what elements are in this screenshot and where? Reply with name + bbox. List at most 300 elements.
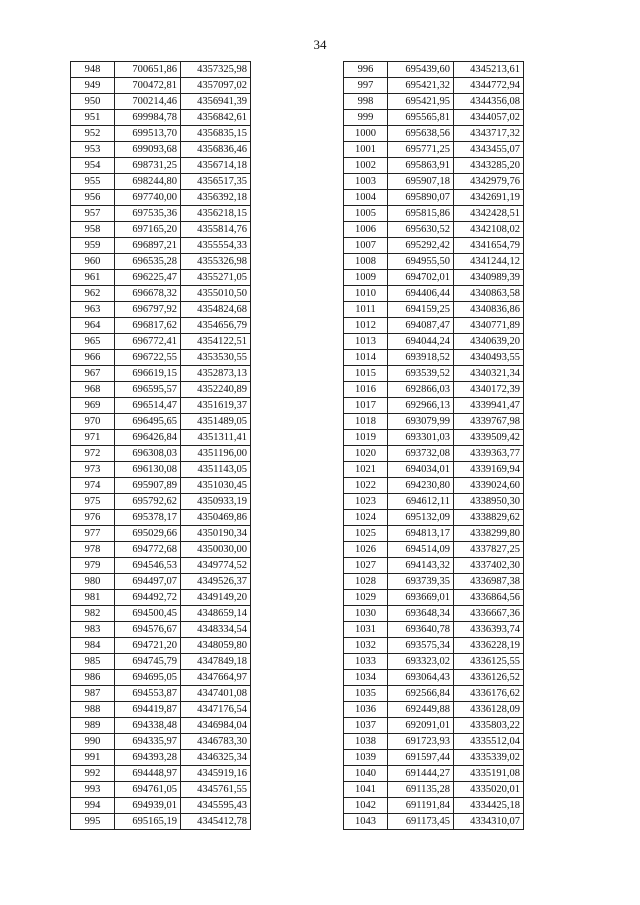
point-number: 974 <box>71 478 115 494</box>
coordinate-x: 693669,01 <box>388 590 454 606</box>
table-row <box>344 526 524 542</box>
table-row <box>71 414 251 430</box>
coordinate-x: 696797,92 <box>115 302 181 318</box>
coordinate-y: 4343285,20 <box>454 158 524 174</box>
point-number: 987 <box>71 686 115 702</box>
table-row <box>71 110 251 126</box>
coordinate-x: 691444,27 <box>388 766 454 782</box>
coordinate-x: 692966,13 <box>388 398 454 414</box>
coordinate-y: 4355271,05 <box>181 270 251 286</box>
coordinate-x: 693739,35 <box>388 574 454 590</box>
table-row <box>71 606 251 622</box>
coordinate-x: 698244,80 <box>115 174 181 190</box>
point-number: 1018 <box>344 414 388 430</box>
coordinate-x: 696817,62 <box>115 318 181 334</box>
coordinate-x: 693640,78 <box>388 622 454 638</box>
point-number: 1029 <box>344 590 388 606</box>
point-number: 999 <box>344 110 388 126</box>
coordinate-y: 4351030,45 <box>181 478 251 494</box>
coordinate-x: 694034,01 <box>388 462 454 478</box>
point-number: 954 <box>71 158 115 174</box>
point-number: 1036 <box>344 702 388 718</box>
table-row <box>71 334 251 350</box>
coordinate-y: 4356836,46 <box>181 142 251 158</box>
table-row <box>344 478 524 494</box>
coordinate-y: 4340639,20 <box>454 334 524 350</box>
table-row <box>71 798 251 814</box>
table-row <box>71 814 251 830</box>
point-number: 1024 <box>344 510 388 526</box>
coordinate-y: 4348334,54 <box>181 622 251 638</box>
coordinate-x: 694500,45 <box>115 606 181 622</box>
point-number: 1005 <box>344 206 388 222</box>
coordinate-x: 691191,84 <box>388 798 454 814</box>
coordinate-y: 4339024,60 <box>454 478 524 494</box>
table-row <box>71 478 251 494</box>
coordinate-y: 4347401,08 <box>181 686 251 702</box>
coordinate-y: 4342428,51 <box>454 206 524 222</box>
coordinate-x: 699984,78 <box>115 110 181 126</box>
coordinate-x: 691173,45 <box>388 814 454 830</box>
coordinate-x: 693079,99 <box>388 414 454 430</box>
point-number: 972 <box>71 446 115 462</box>
table-row <box>344 654 524 670</box>
coordinate-y: 4354122,51 <box>181 334 251 350</box>
point-number: 973 <box>71 462 115 478</box>
point-number: 1014 <box>344 350 388 366</box>
coordinate-x: 693323,02 <box>388 654 454 670</box>
coordinate-y: 4351311,41 <box>181 430 251 446</box>
coordinate-x: 695907,89 <box>115 478 181 494</box>
coordinate-y: 4336125,55 <box>454 654 524 670</box>
table-row <box>344 270 524 286</box>
point-number: 1042 <box>344 798 388 814</box>
coordinate-y: 4336128,09 <box>454 702 524 718</box>
table-row <box>71 686 251 702</box>
point-number: 990 <box>71 734 115 750</box>
coordinate-y: 4349774,52 <box>181 558 251 574</box>
coordinate-x: 694087,47 <box>388 318 454 334</box>
table-row <box>71 462 251 478</box>
coordinate-y: 4339941,47 <box>454 398 524 414</box>
point-number: 1013 <box>344 334 388 350</box>
coordinate-x: 691597,44 <box>388 750 454 766</box>
table-row <box>344 734 524 750</box>
coordinate-x: 694702,01 <box>388 270 454 286</box>
point-number: 958 <box>71 222 115 238</box>
table-row <box>344 334 524 350</box>
table-row <box>344 366 524 382</box>
table-row <box>71 718 251 734</box>
coordinate-y: 4356218,15 <box>181 206 251 222</box>
coordinate-x: 694335,97 <box>115 734 181 750</box>
coordinate-y: 4340493,55 <box>454 350 524 366</box>
table-row <box>344 398 524 414</box>
coordinate-y: 4348659,14 <box>181 606 251 622</box>
coordinate-x: 694612,11 <box>388 494 454 510</box>
coordinate-x: 696130,08 <box>115 462 181 478</box>
coordinate-x: 697535,36 <box>115 206 181 222</box>
table-row <box>344 238 524 254</box>
coordinate-x: 692866,03 <box>388 382 454 398</box>
table-row <box>344 750 524 766</box>
coordinate-x: 692449,88 <box>388 702 454 718</box>
table-row <box>71 206 251 222</box>
point-number: 966 <box>71 350 115 366</box>
coordinate-x: 694761,05 <box>115 782 181 798</box>
point-number: 1021 <box>344 462 388 478</box>
coordinate-x: 694159,25 <box>388 302 454 318</box>
coordinate-y: 4335020,01 <box>454 782 524 798</box>
table-row <box>71 174 251 190</box>
point-number: 980 <box>71 574 115 590</box>
table-row <box>344 622 524 638</box>
coordinate-y: 4336228,19 <box>454 638 524 654</box>
table-row <box>71 190 251 206</box>
table-row <box>71 446 251 462</box>
point-number: 957 <box>71 206 115 222</box>
point-number: 1006 <box>344 222 388 238</box>
coordinate-y: 4356842,61 <box>181 110 251 126</box>
coordinate-x: 696772,41 <box>115 334 181 350</box>
point-number: 982 <box>71 606 115 622</box>
table-row <box>71 142 251 158</box>
table-row <box>71 638 251 654</box>
coordinate-y: 4351196,00 <box>181 446 251 462</box>
point-number: 984 <box>71 638 115 654</box>
point-number: 1009 <box>344 270 388 286</box>
point-number: 1001 <box>344 142 388 158</box>
coordinate-x: 693301,03 <box>388 430 454 446</box>
coordinate-y: 4357325,98 <box>181 62 251 78</box>
coordinate-y: 4336987,38 <box>454 574 524 590</box>
point-number: 994 <box>71 798 115 814</box>
point-number: 1000 <box>344 126 388 142</box>
coordinate-x: 693732,08 <box>388 446 454 462</box>
table-row <box>344 462 524 478</box>
table-row <box>344 670 524 686</box>
table-row <box>344 446 524 462</box>
table-row <box>71 302 251 318</box>
table-row <box>71 766 251 782</box>
coordinate-y: 4345412,78 <box>181 814 251 830</box>
point-number: 1012 <box>344 318 388 334</box>
table-row <box>344 766 524 782</box>
coordinate-x: 691723,93 <box>388 734 454 750</box>
point-number: 1023 <box>344 494 388 510</box>
coordinate-y: 4353530,55 <box>181 350 251 366</box>
point-number: 968 <box>71 382 115 398</box>
coordinate-y: 4351489,05 <box>181 414 251 430</box>
table-row <box>344 686 524 702</box>
coordinate-y: 4349526,37 <box>181 574 251 590</box>
coordinate-x: 694419,87 <box>115 702 181 718</box>
table-row <box>344 558 524 574</box>
point-number: 1011 <box>344 302 388 318</box>
table-row <box>344 574 524 590</box>
table-row <box>344 254 524 270</box>
point-number: 996 <box>344 62 388 78</box>
table-row <box>344 702 524 718</box>
coordinate-x: 696495,65 <box>115 414 181 430</box>
point-number: 1025 <box>344 526 388 542</box>
coordinate-y: 4336864,56 <box>454 590 524 606</box>
coordinate-x: 693648,34 <box>388 606 454 622</box>
point-number: 1017 <box>344 398 388 414</box>
coordinate-y: 4336126,52 <box>454 670 524 686</box>
coordinate-x: 697165,20 <box>115 222 181 238</box>
table-row <box>344 302 524 318</box>
table-row <box>344 606 524 622</box>
coordinate-y: 4356714,18 <box>181 158 251 174</box>
table-row <box>71 398 251 414</box>
coordinate-y: 4355010,50 <box>181 286 251 302</box>
coordinate-x: 698731,25 <box>115 158 181 174</box>
point-number: 959 <box>71 238 115 254</box>
point-number: 952 <box>71 126 115 142</box>
table-row <box>344 414 524 430</box>
table-row <box>344 286 524 302</box>
coordinate-y: 4340771,89 <box>454 318 524 334</box>
point-number: 948 <box>71 62 115 78</box>
table-row <box>344 62 524 78</box>
coordinate-y: 4350190,34 <box>181 526 251 542</box>
coordinate-x: 694492,72 <box>115 590 181 606</box>
coordinate-x: 693539,52 <box>388 366 454 382</box>
point-number: 998 <box>344 94 388 110</box>
point-number: 1027 <box>344 558 388 574</box>
point-number: 1037 <box>344 718 388 734</box>
table-row <box>71 382 251 398</box>
table-row <box>71 494 251 510</box>
coordinate-y: 4337827,25 <box>454 542 524 558</box>
point-number: 991 <box>71 750 115 766</box>
point-number: 1032 <box>344 638 388 654</box>
point-number: 961 <box>71 270 115 286</box>
coordinate-y: 4347849,18 <box>181 654 251 670</box>
coordinate-x: 696897,21 <box>115 238 181 254</box>
point-number: 1033 <box>344 654 388 670</box>
coordinate-x: 695029,66 <box>115 526 181 542</box>
coordinate-x: 695165,19 <box>115 814 181 830</box>
coordinate-y: 4347664,97 <box>181 670 251 686</box>
table-row <box>344 94 524 110</box>
coordinate-y: 4339169,94 <box>454 462 524 478</box>
coordinate-y: 4345761,55 <box>181 782 251 798</box>
coordinate-y: 4354824,68 <box>181 302 251 318</box>
coordinate-x: 694553,87 <box>115 686 181 702</box>
point-number: 997 <box>344 78 388 94</box>
coordinate-y: 4343455,07 <box>454 142 524 158</box>
point-number: 975 <box>71 494 115 510</box>
coordinate-x: 699093,68 <box>115 142 181 158</box>
coordinate-x: 695292,42 <box>388 238 454 254</box>
coordinate-y: 4342691,19 <box>454 190 524 206</box>
coordinates-table-right <box>343 61 524 830</box>
point-number: 1003 <box>344 174 388 190</box>
point-number: 989 <box>71 718 115 734</box>
point-number: 949 <box>71 78 115 94</box>
coordinate-y: 4343717,32 <box>454 126 524 142</box>
table-row <box>71 78 251 94</box>
table-row <box>344 782 524 798</box>
coordinate-y: 4352240,89 <box>181 382 251 398</box>
table-row <box>71 654 251 670</box>
table-row <box>344 814 524 830</box>
point-number: 963 <box>71 302 115 318</box>
point-number: 1030 <box>344 606 388 622</box>
point-number: 1031 <box>344 622 388 638</box>
point-number: 986 <box>71 670 115 686</box>
coordinate-x: 695630,52 <box>388 222 454 238</box>
coordinate-x: 694514,09 <box>388 542 454 558</box>
coordinate-x: 695863,91 <box>388 158 454 174</box>
coordinate-x: 695771,25 <box>388 142 454 158</box>
table-row <box>71 526 251 542</box>
point-number: 1010 <box>344 286 388 302</box>
point-number: 976 <box>71 510 115 526</box>
coordinate-x: 695792,62 <box>115 494 181 510</box>
coordinate-y: 4338829,62 <box>454 510 524 526</box>
coordinate-y: 4342108,02 <box>454 222 524 238</box>
point-number: 988 <box>71 702 115 718</box>
point-number: 1038 <box>344 734 388 750</box>
coordinate-x: 695421,32 <box>388 78 454 94</box>
point-number: 1002 <box>344 158 388 174</box>
coordinate-x: 695439,60 <box>388 62 454 78</box>
coordinate-x: 696308,03 <box>115 446 181 462</box>
point-number: 1026 <box>344 542 388 558</box>
coordinate-y: 4334425,18 <box>454 798 524 814</box>
table-row <box>71 222 251 238</box>
table-row <box>71 286 251 302</box>
point-number: 979 <box>71 558 115 574</box>
coordinate-y: 4352873,13 <box>181 366 251 382</box>
table-row <box>71 350 251 366</box>
table-row <box>71 270 251 286</box>
coordinate-y: 4336393,74 <box>454 622 524 638</box>
coordinate-y: 4344356,08 <box>454 94 524 110</box>
coordinate-y: 4335191,08 <box>454 766 524 782</box>
coordinate-x: 696426,84 <box>115 430 181 446</box>
coordinate-y: 4338950,30 <box>454 494 524 510</box>
point-number: 1043 <box>344 814 388 830</box>
coordinate-x: 692566,84 <box>388 686 454 702</box>
table-row <box>71 782 251 798</box>
coordinate-x: 696514,47 <box>115 398 181 414</box>
coordinate-y: 4348059,80 <box>181 638 251 654</box>
coordinate-x: 696678,32 <box>115 286 181 302</box>
coordinate-y: 4336176,62 <box>454 686 524 702</box>
coordinate-y: 4340172,39 <box>454 382 524 398</box>
point-number: 1035 <box>344 686 388 702</box>
coordinate-x: 694721,20 <box>115 638 181 654</box>
coordinate-y: 4335803,22 <box>454 718 524 734</box>
table-row <box>71 94 251 110</box>
table-row <box>344 510 524 526</box>
coordinate-x: 694576,67 <box>115 622 181 638</box>
coordinate-x: 694497,07 <box>115 574 181 590</box>
point-number: 978 <box>71 542 115 558</box>
coordinate-x: 694745,79 <box>115 654 181 670</box>
table-row <box>344 206 524 222</box>
point-number: 983 <box>71 622 115 638</box>
coordinate-x: 695132,09 <box>388 510 454 526</box>
point-number: 960 <box>71 254 115 270</box>
point-number: 970 <box>71 414 115 430</box>
point-number: 993 <box>71 782 115 798</box>
point-number: 956 <box>71 190 115 206</box>
coordinate-y: 4339509,42 <box>454 430 524 446</box>
table-row <box>71 750 251 766</box>
coordinate-y: 4350469,86 <box>181 510 251 526</box>
coordinate-y: 4356835,15 <box>181 126 251 142</box>
point-number: 1016 <box>344 382 388 398</box>
coordinate-y: 4355814,76 <box>181 222 251 238</box>
table-row <box>71 574 251 590</box>
table-row <box>344 590 524 606</box>
point-number: 965 <box>71 334 115 350</box>
coordinate-y: 4340863,58 <box>454 286 524 302</box>
point-number: 995 <box>71 814 115 830</box>
coordinate-y: 4346325,34 <box>181 750 251 766</box>
coordinate-x: 696535,28 <box>115 254 181 270</box>
coordinate-x: 695815,86 <box>388 206 454 222</box>
coordinate-x: 695378,17 <box>115 510 181 526</box>
table-row <box>71 318 251 334</box>
coordinate-y: 4334310,07 <box>454 814 524 830</box>
page-number: 34 <box>313 37 327 52</box>
table-row <box>71 542 251 558</box>
table-row <box>344 718 524 734</box>
point-number: 977 <box>71 526 115 542</box>
point-number: 951 <box>71 110 115 126</box>
coordinate-y: 4345595,43 <box>181 798 251 814</box>
coordinate-y: 4339363,77 <box>454 446 524 462</box>
coordinate-x: 694338,48 <box>115 718 181 734</box>
coordinate-x: 700472,81 <box>115 78 181 94</box>
point-number: 950 <box>71 94 115 110</box>
coordinate-x: 691135,28 <box>388 782 454 798</box>
point-number: 1015 <box>344 366 388 382</box>
coordinate-x: 693575,34 <box>388 638 454 654</box>
coordinate-y: 4347176,54 <box>181 702 251 718</box>
point-number: 955 <box>71 174 115 190</box>
coordinate-y: 4357097,02 <box>181 78 251 94</box>
table-row <box>71 510 251 526</box>
table-row <box>71 238 251 254</box>
coordinate-y: 4342979,76 <box>454 174 524 190</box>
table-row <box>344 382 524 398</box>
coordinate-y: 4350933,19 <box>181 494 251 510</box>
coordinate-x: 695907,18 <box>388 174 454 190</box>
coordinate-x: 693918,52 <box>388 350 454 366</box>
table-row <box>71 366 251 382</box>
coordinate-x: 694143,32 <box>388 558 454 574</box>
coordinate-y: 4340989,39 <box>454 270 524 286</box>
table-row <box>344 318 524 334</box>
point-number: 1041 <box>344 782 388 798</box>
table-row <box>344 190 524 206</box>
point-number: 1039 <box>344 750 388 766</box>
coordinate-y: 4355326,98 <box>181 254 251 270</box>
table-row <box>71 558 251 574</box>
table-row <box>71 622 251 638</box>
point-number: 969 <box>71 398 115 414</box>
point-number: 1019 <box>344 430 388 446</box>
coordinate-x: 696722,55 <box>115 350 181 366</box>
coordinate-y: 4335512,04 <box>454 734 524 750</box>
